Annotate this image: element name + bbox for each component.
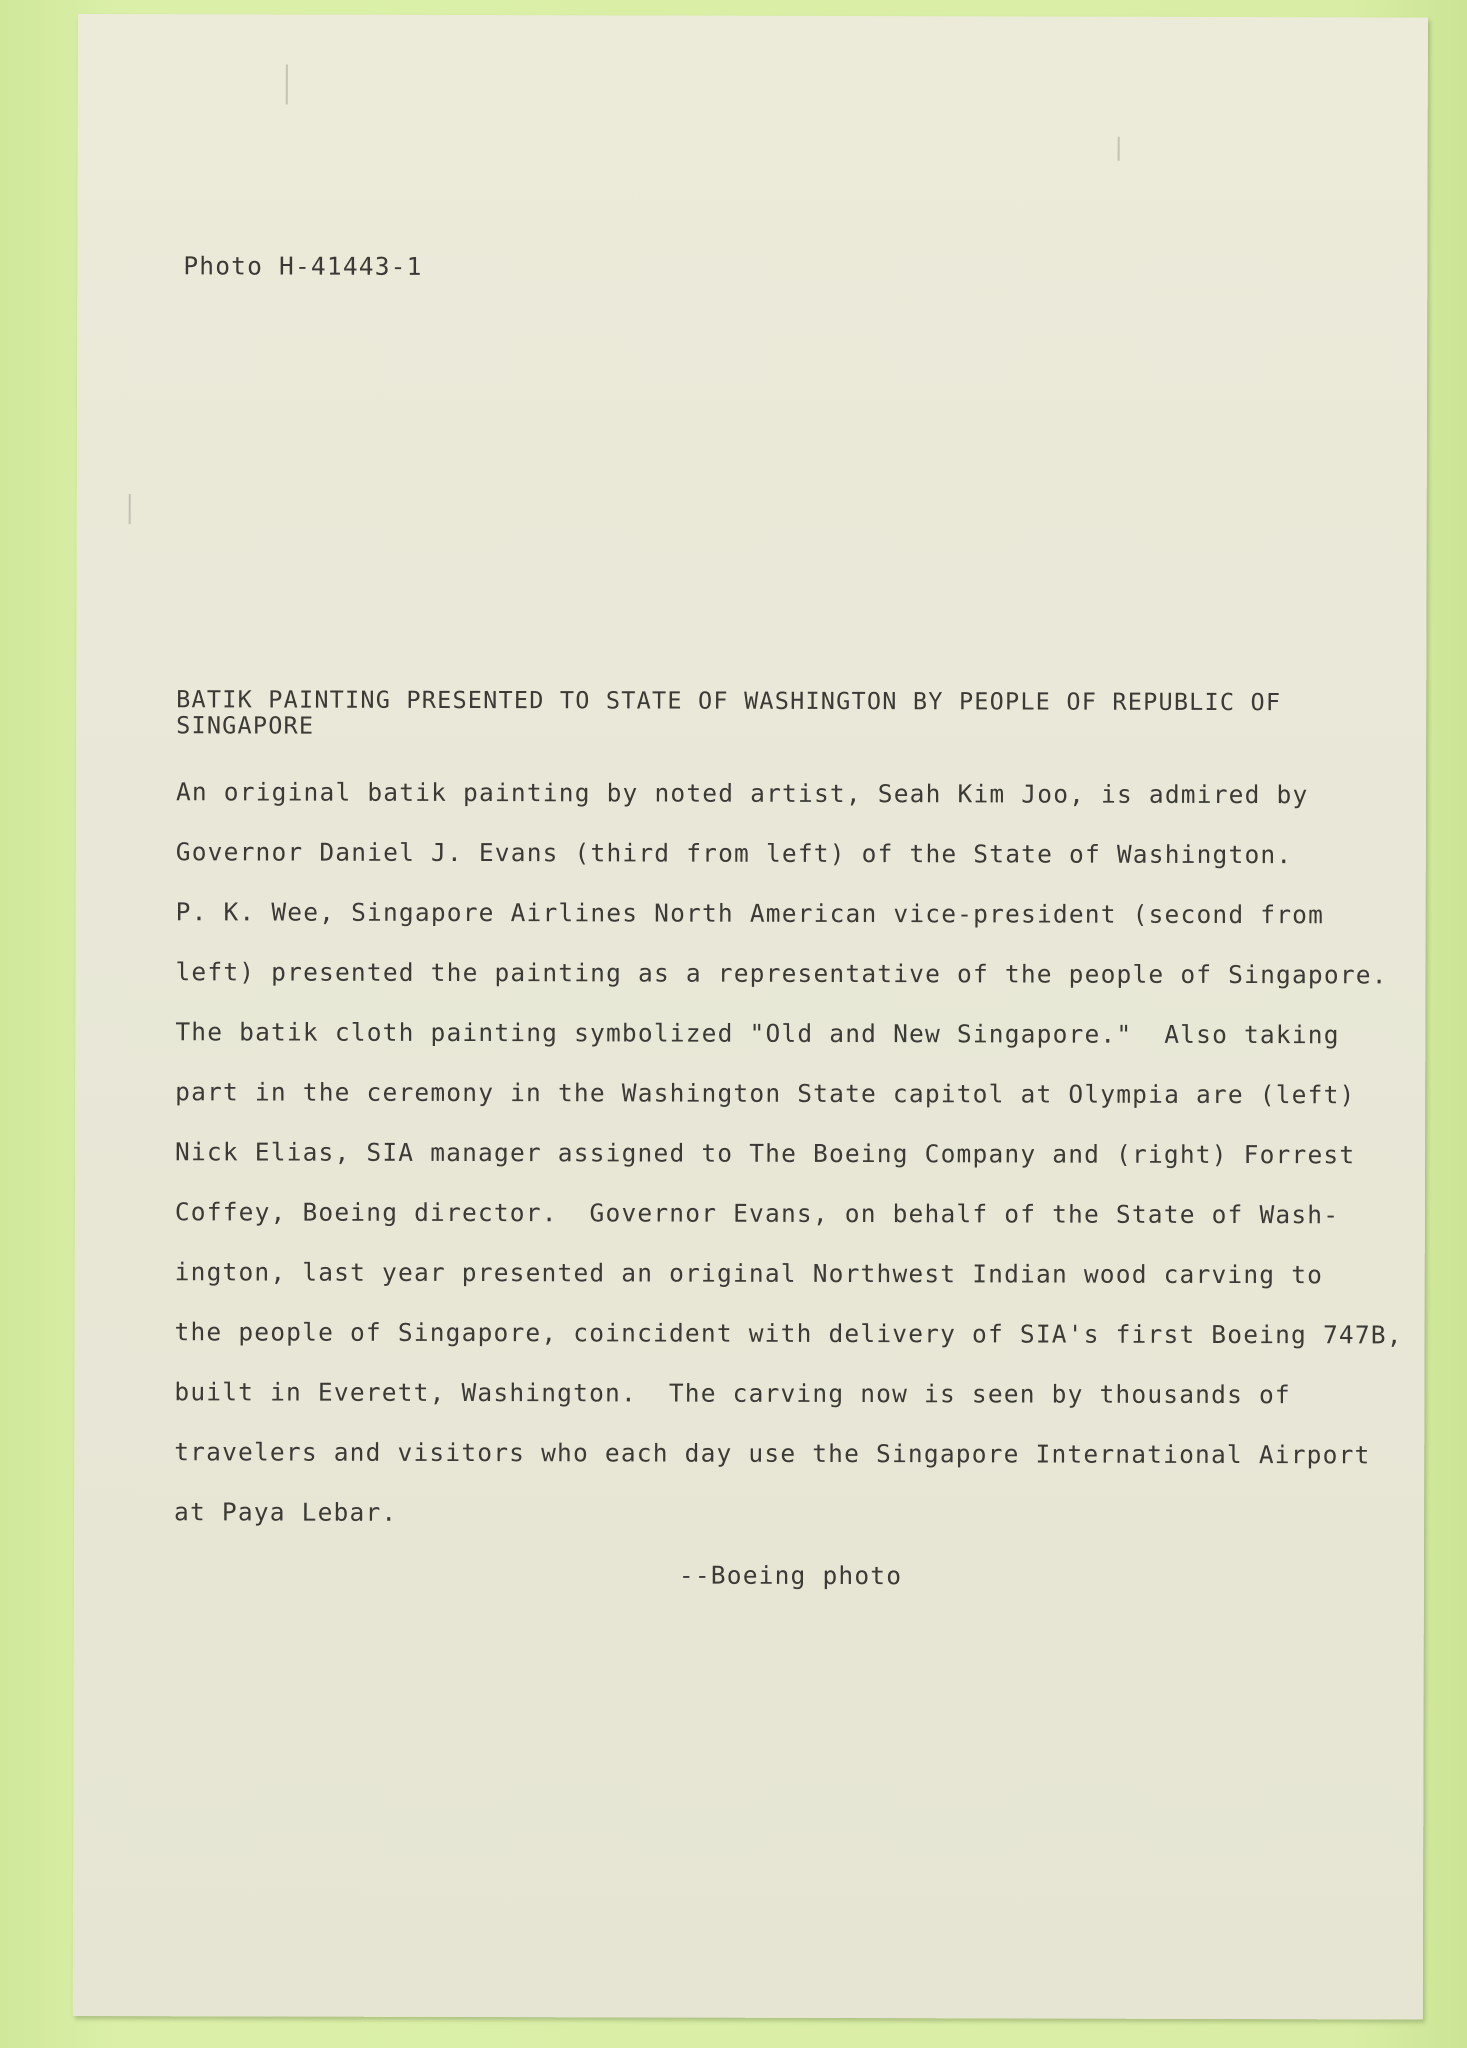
body-line: built in Everett, Washington. The carving now is seen by thousands of [174, 1377, 1291, 1410]
body-line: ington, last year presented an original Northwest Indian wood carving to [174, 1257, 1324, 1290]
body-line: the people of Singapore, coincident with delivery of SIA's first Boeing 747B, [174, 1317, 1403, 1350]
paper-mark [286, 65, 288, 105]
body-line: travelers and visitors who each day use the Singapore International Airport [174, 1437, 1371, 1470]
headline: BATIK PAINTING PRESENTED TO STATE OF WASHINGTON BY PEOPLE OF REPUBLIC OF SINGAPORE [176, 685, 1282, 740]
body-line: Coffey, Boeing director. Governor Evans, on behalf of the State of Wash- [174, 1197, 1340, 1230]
paper-mark [1118, 137, 1120, 161]
photo-id: Photo H-41443-1 [183, 251, 423, 281]
body-line: P. K. Wee, Singapore Airlines North American vice-president (second from [175, 897, 1325, 930]
body-line: The batik cloth painting symbolized "Old and New Singapore." Also taking [175, 1017, 1340, 1050]
body-line: Nick Elias, SIA manager assigned to The Boeing Company and (right) Forrest [174, 1137, 1356, 1170]
paper-mark [129, 494, 131, 524]
body-line: part in the ceremony in the Washington State capitol at Olympia are (left) [175, 1077, 1356, 1110]
body-line: An original batik painting by noted artist, Seah Kim Joo, is admired by [175, 777, 1309, 810]
press-release-sheet [73, 14, 1428, 2020]
body-line: Governor Daniel J. Evans (third from left) of the State of Washington. [175, 837, 1293, 870]
body-line: at Paya Lebar. [174, 1497, 398, 1527]
body-line: left) presented the painting as a representative of the people of Singapore. [175, 957, 1388, 990]
photo-credit: --Boeing photo [678, 1560, 903, 1591]
